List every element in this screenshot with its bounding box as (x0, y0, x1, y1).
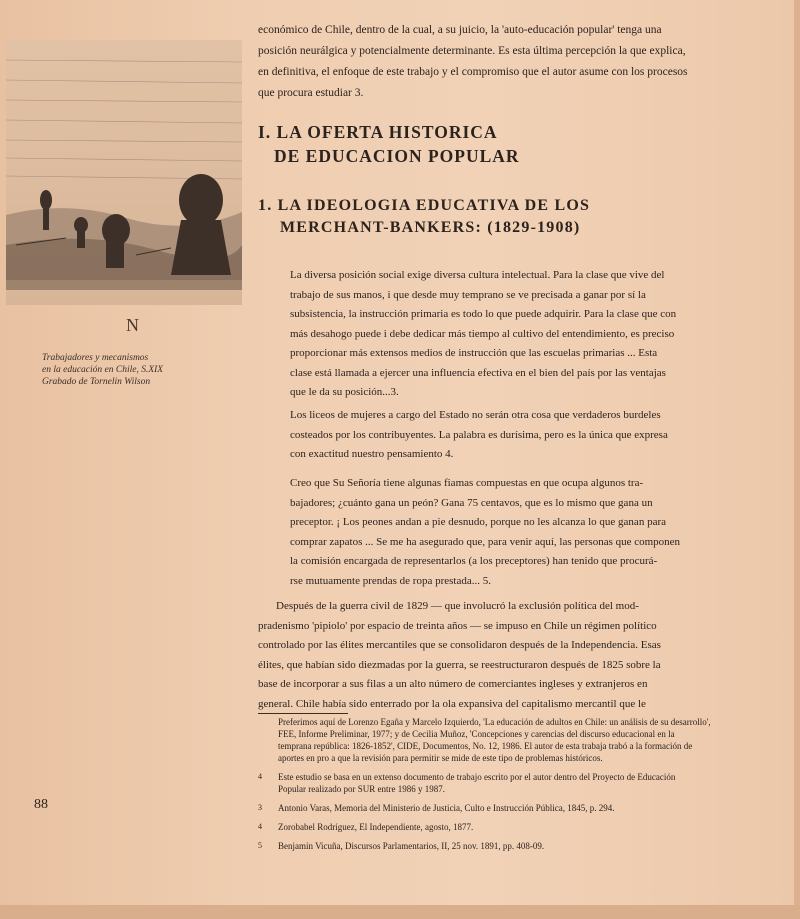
text-line: general. Chile había sido enterrado por la ola expansiva del capitalismo mercantil que le (258, 697, 646, 710)
heading-line: MERCHANT-BANKERS: (1829-1908) (280, 219, 581, 236)
footnote-line: Benjamín Vicuña, Discursos Parlamentarios, II, 25 nov. 1891, pp. 408-09. (278, 841, 545, 851)
heading-line: 1. LA IDEOLOGIA EDUCATIVA DE LOS (258, 197, 591, 214)
illustration-mark: N (126, 315, 139, 335)
intro-paragraph (258, 20, 778, 104)
quote-line: que le da su posición...3. (290, 386, 399, 398)
page-edge-bottom (0, 905, 800, 919)
footnote (258, 840, 780, 852)
footnote (258, 821, 780, 833)
body-paragraph (258, 597, 778, 714)
footnote-line: Zorobabel Rodríguez, El Independiente, agosto, 1877. (278, 822, 474, 832)
section-heading (258, 120, 778, 168)
text-line: Después de la guerra civil de 1829 — que involucró la exclusión política del mod- (276, 600, 639, 612)
text-line: controlado por las élites mercantiles que se consolidaron después de la Independencia. Esas (258, 639, 661, 651)
engraving-illustration (6, 40, 242, 305)
quote-line: la comisión encargada de representarlos (a los preceptores) han tenido que procurá- (290, 555, 658, 567)
text-line: posición neurálgica y potencialmente determinante. Es esta última percepción la que explica, (258, 45, 686, 57)
footnote-number (258, 716, 278, 764)
block-quote-1 (290, 266, 776, 403)
footnote (258, 771, 780, 795)
footnote-line: Preferimos aquí de Lorenzo Egaña y Marcelo Izquierdo, 'La educación de adultos en Chile: un análisis de su desarrollo', (278, 717, 711, 727)
quote-line: trabajo de sus manos, i que desde muy temprano se ve precisada a ganar por sí la (290, 288, 646, 301)
footnote-line: Antonio Varas, Memoria del Ministerio de Justicia, Culto e Instrucción Pública, 1845, p. 294. (278, 803, 615, 813)
footnote-line: FEE, Informe Preliminar, 1977; y de Cecilia Muñoz, 'Concepciones y carencias del discurso educacional en la (278, 729, 675, 739)
quote-line: comprar zapatos ... Se me ha asegurado que, para venir aquí, las personas que componen (290, 535, 681, 548)
footnote-line: temprana república: 1826-1852', CIDE, Documentos, No. 12, 1986. El autor de esta trabaja trabó a la formación de (278, 741, 693, 751)
footnote-number: 4 (258, 772, 262, 781)
quote-line: Creo que Su Señoría tiene algunas fiamas compuestas en que ocupa algunos tra- (290, 477, 644, 489)
footnote-rule (258, 713, 348, 714)
text-line: económico de Chile, dentro de la cual, a su juicio, la 'auto-educación popular' tenga una (258, 24, 662, 36)
quote-line: con exactitud nuestro pensamiento 4. (290, 448, 454, 460)
text-line: base de incorporar a sus filas a un alto número de comerciantes ingleses y extranjeros en (258, 678, 648, 690)
heading-line: DE EDUCACION POPULAR (274, 146, 520, 166)
block-quote-3 (290, 474, 776, 591)
footnotes (258, 716, 780, 859)
caption-line: Trabajadores y mecanismos (42, 353, 149, 363)
caption-line: en la educación en Chile, S.XIX (42, 365, 164, 375)
text-line: que procura estudiar 3. (258, 87, 364, 99)
footnote-number: 5 (258, 841, 262, 850)
footnote (258, 802, 780, 814)
footnote-number: 4 (258, 822, 262, 831)
page-edge-right (794, 0, 800, 919)
subsection-heading (258, 195, 778, 239)
quote-line: clase está llamada a ejercer una influencia efectiva en el bien del país por las ventajas (290, 366, 666, 379)
quote-line: proporcionar más extensos medios de instrucción que las escuelas primarias ... Esta (290, 347, 658, 359)
footnote-number: 3 (258, 803, 262, 812)
quote-line: Los liceos de mujeres a cargo del Estado no serán otra cosa que verdaderos burdeles (290, 409, 661, 421)
page-number: 88 (34, 797, 48, 812)
text-line: pradenismo 'pipiolo' por espacio de treinta años — se impuso en Chile un régimen político (258, 619, 657, 632)
footnote (258, 716, 780, 764)
quote-line: costeados por los contribuyentes. La palabra es durísima, pero es la única que expresa (290, 428, 668, 441)
quote-line: La diversa posición social exige diversa cultura intelectual. Para la clase que vive del (290, 269, 665, 281)
heading-line: I. LA OFERTA HISTORICA (258, 122, 498, 142)
illustration-caption (42, 352, 202, 388)
quote-line: más desahogo puede i debe dedicar más tiempo al cultivo del entendimiento, es preciso (290, 327, 675, 340)
footnote-line: Este estudio se basa en un extenso documento de trabajo escrito por el autor dentro del Proyecto de Educación (278, 772, 676, 782)
text-line: élites, que habían sido diezmadas por la guerra, se reestructuraron después de 1825 sobre la (258, 658, 661, 671)
quote-line: preceptor. ¡ Los peones andan a pie desnudo, porque no les alcanza lo que ganan para (290, 516, 666, 528)
footnote-line: aportes en pro a que la revisión para permitir se mide de este tipo de problemas históricos. (278, 753, 603, 763)
caption-line: Grabado de Tornelin Wilson (42, 377, 151, 387)
text-line: en definitiva, el enfoque de este trabajo y el compromiso que el autor asume con los procesos (258, 66, 688, 78)
quote-line: rse mutuamente prendas de ropa prestada... 5. (290, 574, 491, 587)
block-quote-2 (290, 406, 776, 465)
footnote-line: Popular realizado por SUR entre 1986 y 1987. (278, 784, 445, 794)
quote-line: bajadores; ¿cuánto gana un peón? Gana 75 centavos, que es lo mismo que gana un (290, 496, 653, 509)
quote-line: subsistencia, la instrucción primaria es todo lo que puede adquirir. Para la clase que con (290, 308, 677, 320)
